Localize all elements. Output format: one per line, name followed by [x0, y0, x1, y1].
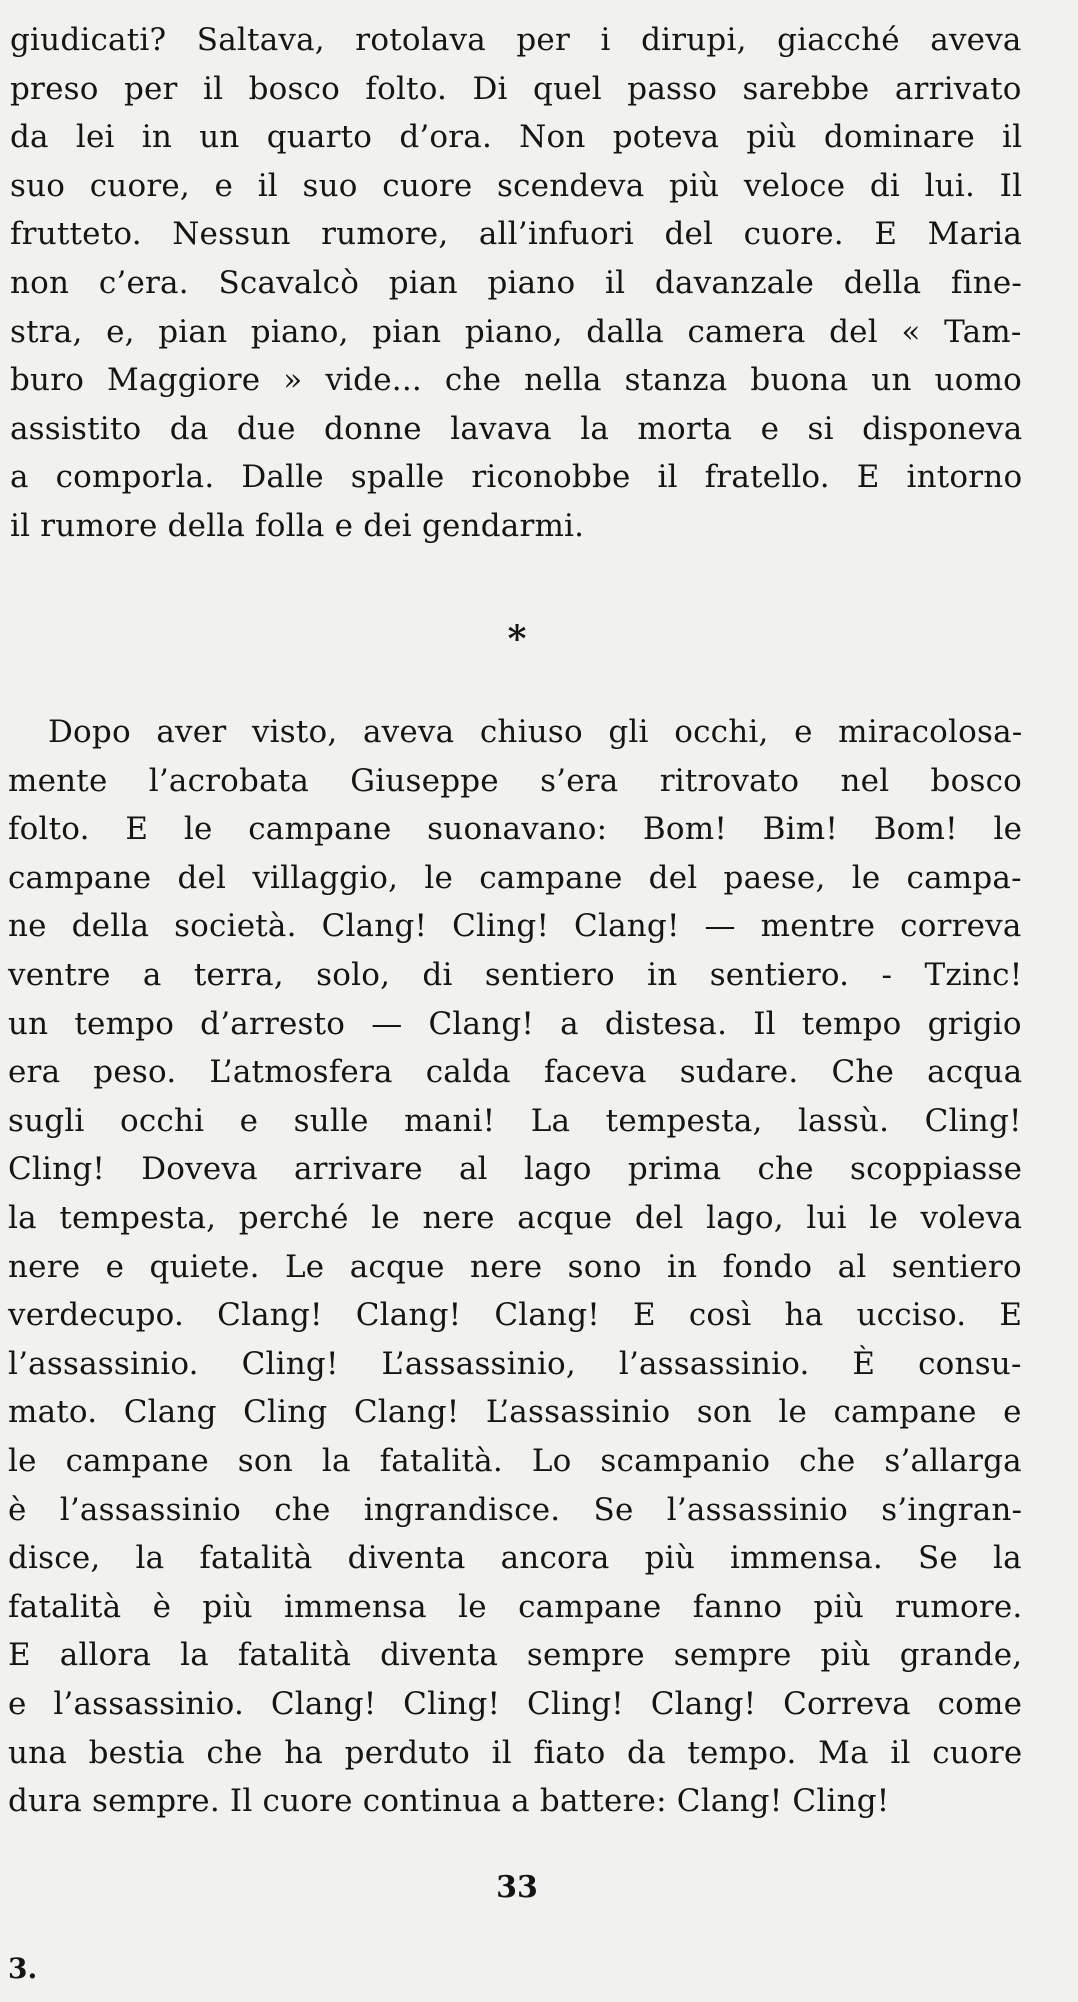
text-line: da lei in un quarto d’ora. Non poteva più dominare il [10, 119, 1023, 156]
text-line: assistito da due donne lavava la morta e si disponeva [10, 410, 1023, 447]
text-line: stra, e, pian piano, pian piano, dalla camera del « Tam- [10, 313, 1022, 350]
text-line: non c’era. Scavalcò pian piano il davanzale della fine- [10, 265, 1023, 301]
section-separator: * [507, 618, 527, 660]
text-line: le campane son la fatalità. Lo scampanio che s’allarga [8, 1443, 1022, 1479]
text-line: preso per il bosco folto. Di quel passo sarebbe arrivato [10, 70, 1022, 107]
text-line: mato. Clang Cling Clang! L’assassinio son le campane e [8, 1394, 1022, 1431]
text-line: a comporla. Dalle spalle riconobbe il fratello. E intorno [10, 459, 1023, 496]
text-line: un tempo d’arresto — Clang! a distesa. Il tempo grigio [8, 1005, 1022, 1042]
text-line: la tempesta, perché le nere acque del lago, lui le voleva [8, 1200, 1023, 1236]
text-line: dura sempre. Il cuore continua a battere: Clang! Cling! [8, 1783, 890, 1820]
text-line: e l’assassinio. Clang! Cling! Cling! Clang! Correva come [8, 1686, 1023, 1722]
text-line: ne della società. Clang! Cling! Clang! — mentre correva [8, 908, 1022, 945]
text-line: una bestia che ha perduto il fiato da tempo. Ma il cuore [8, 1734, 1023, 1771]
text-line: frutteto. Nessun rumore, all’infuori del cuore. E Maria [10, 216, 1023, 253]
text-line: nere e quiete. Le acque nere sono in fondo al sentiero [8, 1248, 1022, 1285]
text-line: fatalità è più immensa le campane fanno più rumore. [8, 1588, 1023, 1625]
text-line: campane del villaggio, le campane del paese, le campa- [8, 859, 1022, 896]
text-line: era peso. L’atmosfera calda faceva sudare. Che acqua [8, 1054, 1023, 1091]
text-line: Cling! Doveva arrivare al lago prima che scoppiasse [8, 1151, 1023, 1188]
text-line: Dopo aver visto, aveva chiuso gli occhi, e miracolosa- [48, 714, 1023, 750]
text-line: suo cuore, e il suo cuore scendeva più veloce di lui. Il [10, 167, 1023, 204]
text-line: giudicati? Saltava, rotolava per i dirupi, giacché aveva [10, 22, 1022, 58]
signature-mark: 3. [8, 1952, 38, 1985]
text-line: verdecupo. Clang! Clang! Clang! E così ha ucciso. E [8, 1297, 1023, 1334]
text-line: il rumore della folla e dei gendarmi. [10, 508, 585, 544]
text-line: mente l’acrobata Giuseppe s’era ritrovato nel bosco [8, 762, 1022, 799]
text-line: E allora la fatalità diventa sempre sempre più grande, [8, 1637, 1023, 1674]
text-line: buro Maggiore » vide... che nella stanza buona un uomo [10, 362, 1023, 399]
text-line: sugli occhi e sulle mani! La tempesta, lassù. Cling! [8, 1102, 1022, 1139]
page-number: 33 [496, 1870, 538, 1905]
text-line: folto. E le campane suonavano: Bom! Bim! Bom! le [8, 811, 1023, 848]
text-line: è l’assassinio che ingrandisce. Se l’assassinio s’ingran- [8, 1491, 1023, 1528]
text-line: disce, la fatalità diventa ancora più immensa. Se la [8, 1540, 1022, 1577]
text-line: ventre a terra, solo, di sentiero in sentiero. - Tzinc! [8, 957, 1023, 993]
text-line: l’assassinio. Cling! L’assassinio, l’assassinio. È consu- [8, 1345, 1022, 1382]
